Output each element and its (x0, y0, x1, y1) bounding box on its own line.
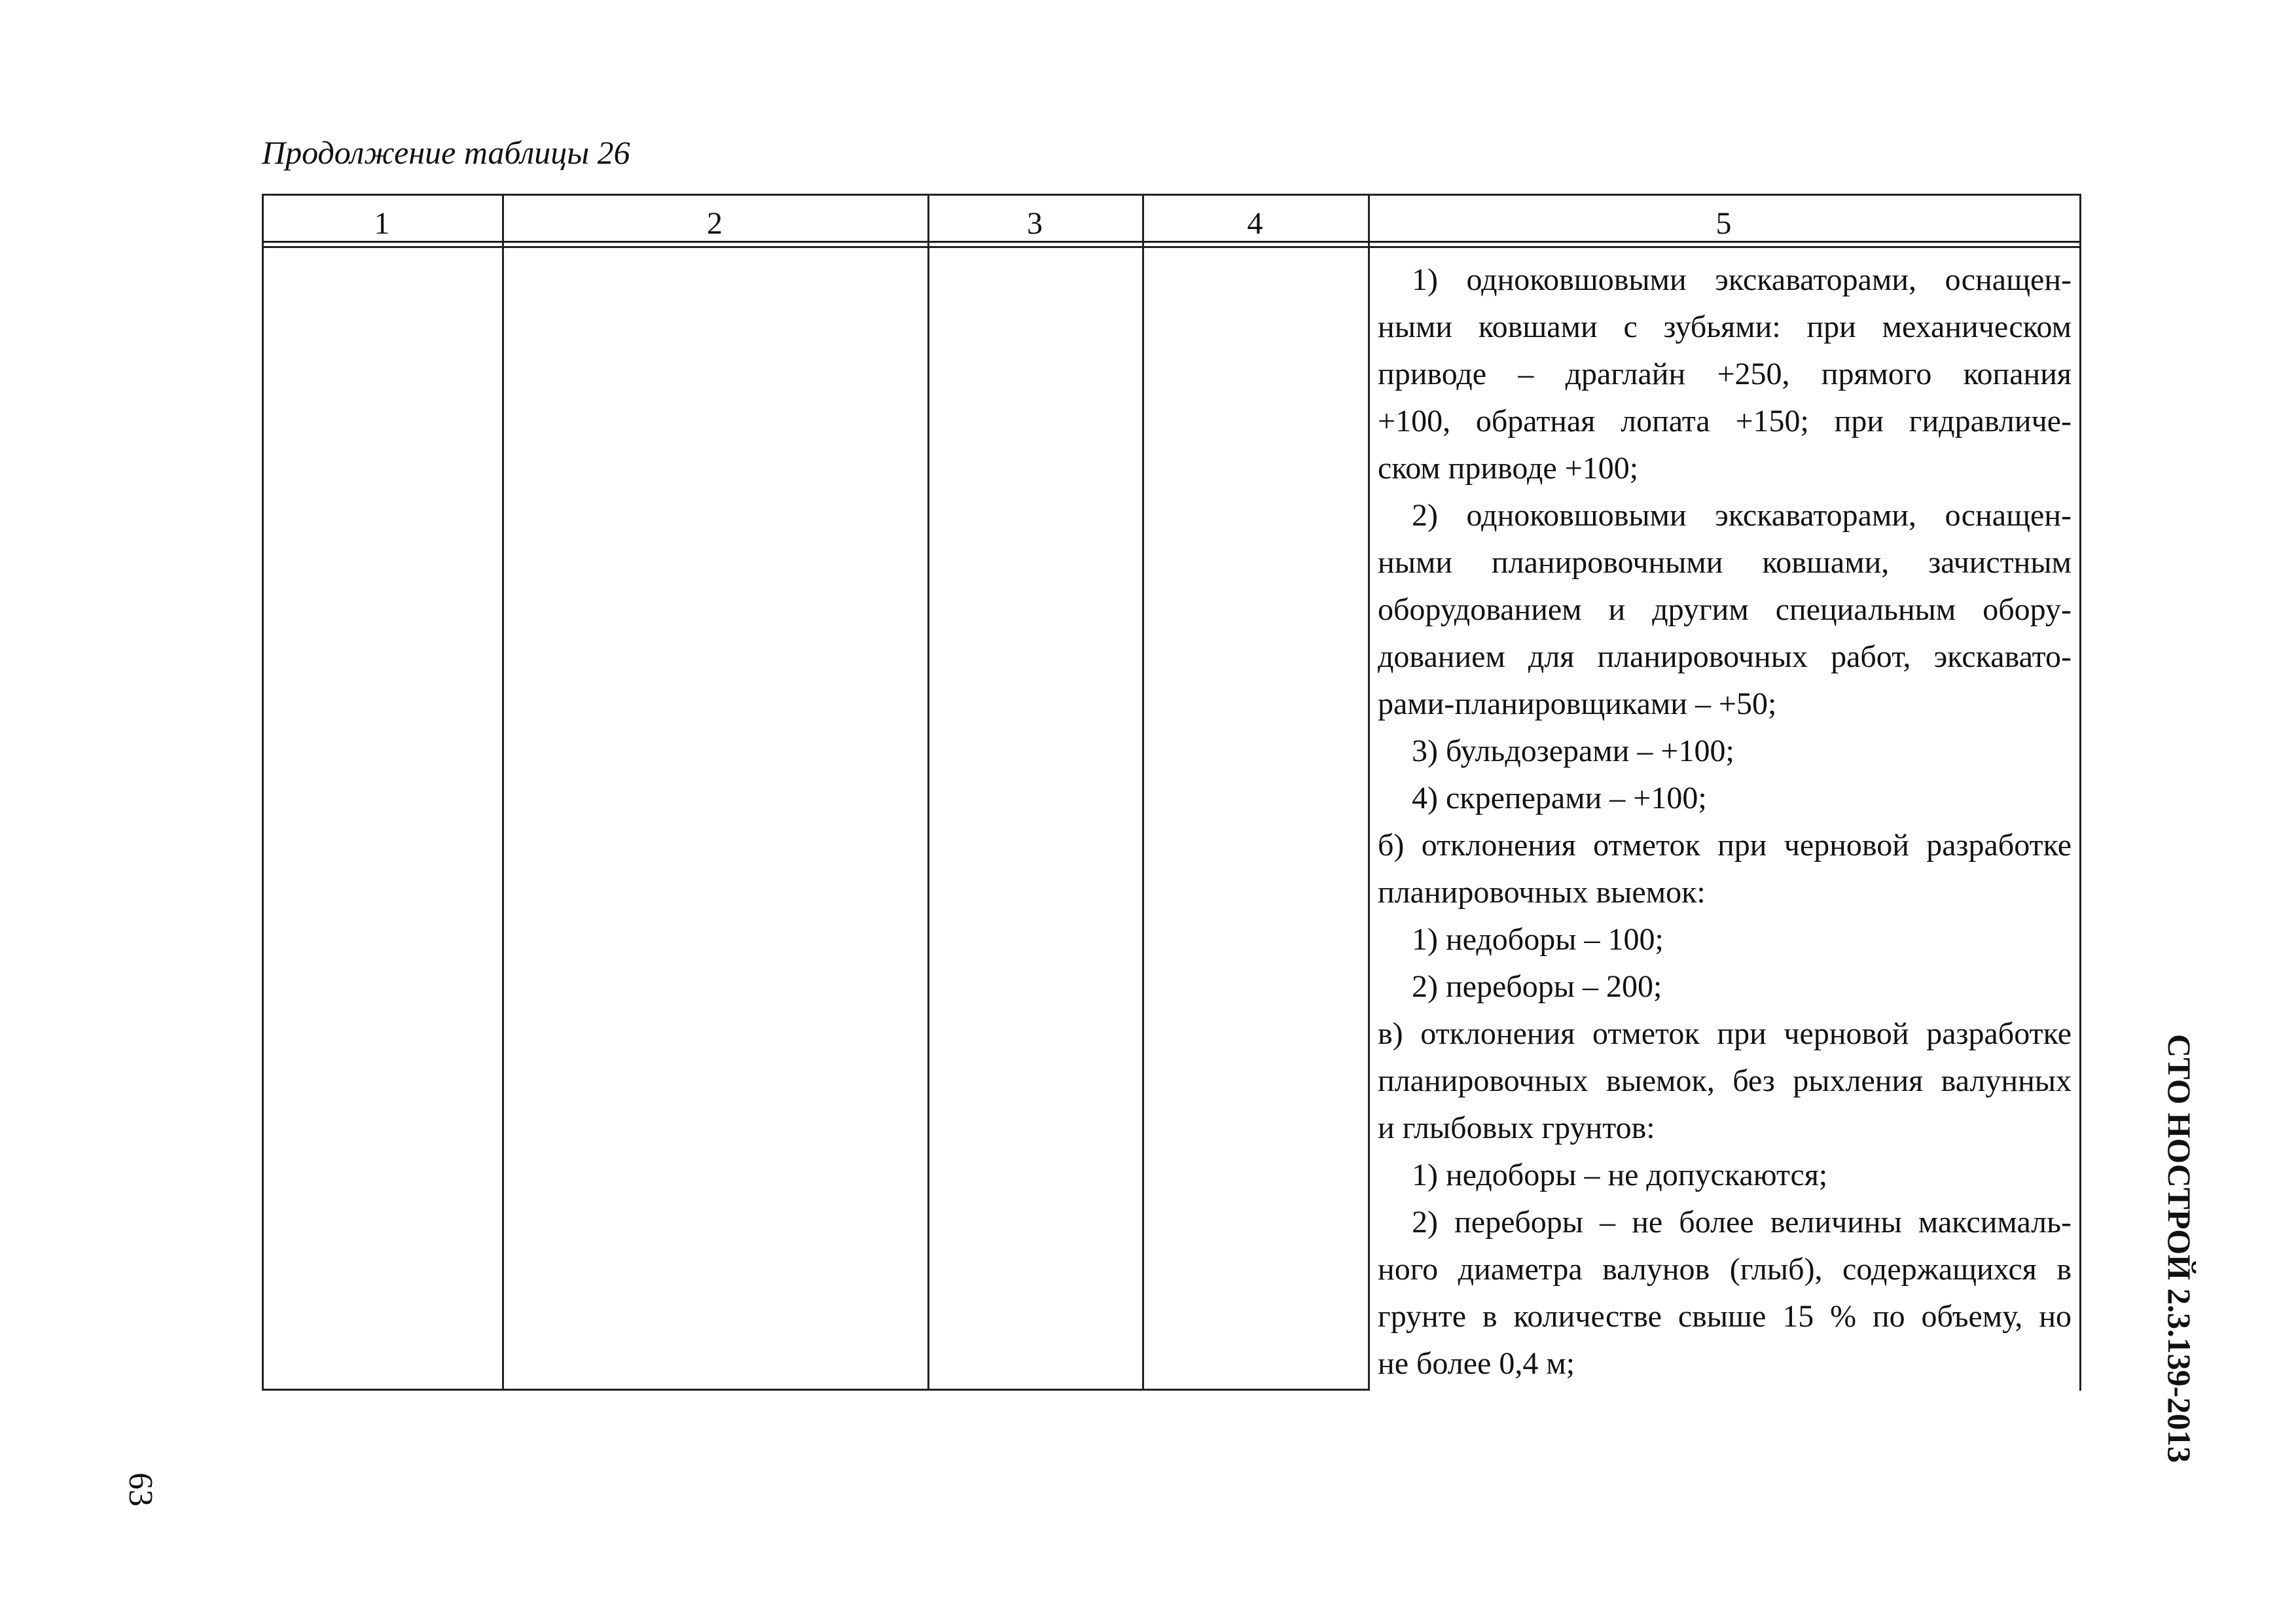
cell-text-line: дованием для планировочных работ, экскавато- (1378, 639, 2072, 674)
column-header-2: 2 (707, 206, 723, 241)
continuation-table (262, 194, 2081, 1391)
col-divider-3-4 (1142, 194, 1144, 1391)
cell-text-line: б) отклонения отметок при черновой разработке (1378, 828, 2072, 863)
cell-text-line: в) отклонения отметок при черновой разработке (1378, 1016, 2072, 1051)
col-divider-1-2 (502, 194, 504, 1391)
cell-text-line: оборудованием и другим специальным обору- (1378, 592, 2072, 627)
cell-text-line: ском приводе +100; (1378, 451, 1639, 486)
column-header-4: 4 (1247, 206, 1263, 241)
cell-text-line: 1) одноковшовыми экскаваторами, оснащен- (1412, 262, 2072, 297)
cell-text-line: и глыбовых грунтов: (1378, 1111, 1655, 1145)
col-divider-4-5 (1368, 194, 1370, 1391)
cell-text-line: планировочных выемок, без рыхления валунных (1378, 1063, 2072, 1098)
column-header-5: 5 (1715, 206, 1732, 241)
column-header-3: 3 (1027, 206, 1043, 241)
table-top-border (262, 194, 2081, 196)
cell-text-line: приводе – драглайн +250, прямого копания (1378, 357, 2072, 391)
col-divider-2-3 (927, 194, 929, 1391)
cell-text-line: +100, обратная лопата +150; при гидравличе- (1378, 404, 2072, 438)
cell-text-line: грунте в количестве свыше 15 % по объему, но (1378, 1299, 2072, 1334)
table-caption: Продолжение таблицы 26 (262, 134, 630, 171)
cell-text-line: планировочных выемок: (1378, 875, 1706, 910)
table-left-border (262, 194, 264, 1391)
table-right-border (2079, 194, 2081, 1391)
cell-text-line: 4) скреперами – +100; (1412, 781, 1707, 815)
cell-text-line: ного диаметра валунов (глыб), содержащихся в (1378, 1252, 2072, 1287)
column-header-1: 1 (374, 206, 390, 241)
cell-text-line: не более 0,4 м; (1378, 1346, 1575, 1381)
cell-text-line: 1) недоборы – 100; (1412, 922, 1664, 957)
cell-text-line: рами-планировщиками – +50; (1378, 687, 1777, 721)
cell-text-line: 2) переборы – 200; (1412, 969, 1662, 1004)
cell-text-line: ными ковшами с зубьями: при механическом (1378, 310, 2072, 344)
header-double-border (262, 246, 2081, 248)
cell-text-line: 2) переборы – не более величины максималь- (1412, 1205, 2072, 1240)
cell-text-line: 2) одноковшовыми экскаваторами, оснащен- (1412, 498, 2072, 533)
cell-text-line: ными планировочными ковшами, зачистным (1378, 545, 2072, 580)
cell-text-line: 3) бульдозерами – +100; (1412, 734, 1734, 768)
cell-text-line: 1) недоборы – не допускаются; (1412, 1158, 1828, 1192)
header-bottom-border (262, 241, 2081, 243)
page-number: 63 (122, 1472, 159, 1507)
table-bottom-border (262, 1389, 1370, 1391)
document-code: СТО НОСТРОЙ 2.3.139-2013 (2161, 1034, 2198, 1463)
column-5-cell (1378, 257, 2072, 1387)
